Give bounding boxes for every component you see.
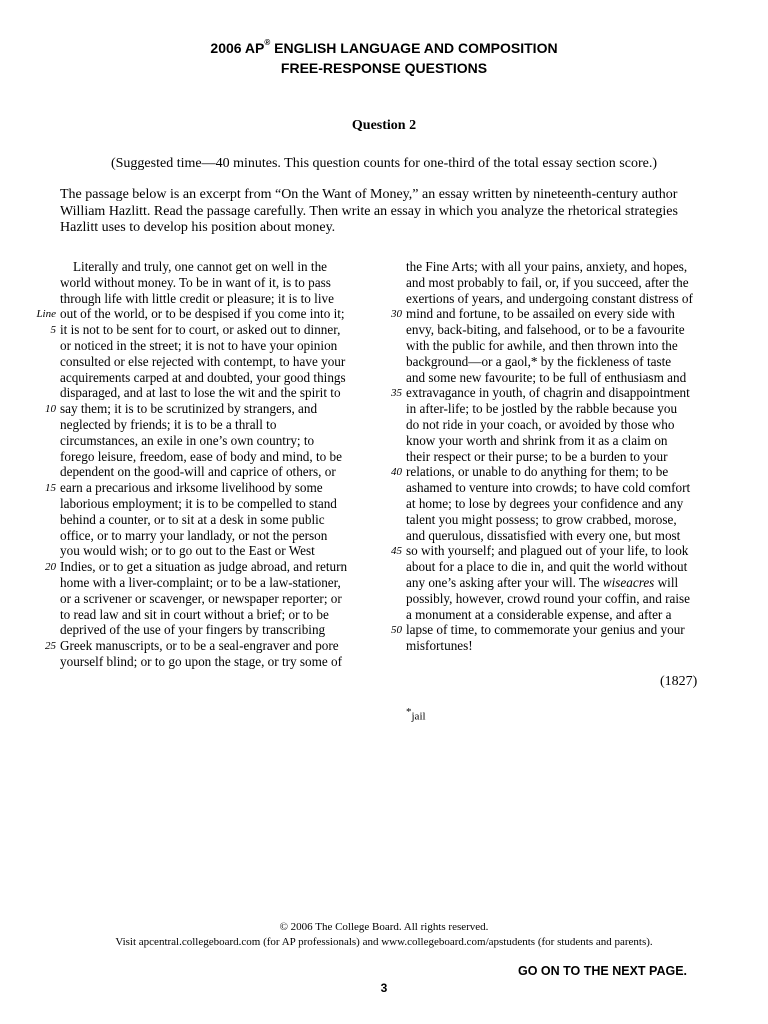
- passage-line: Indies, or to get a situation as judge abroad, and return: [60, 559, 348, 575]
- passage-line: and most probably to fail, or, if you succeed, after the: [406, 274, 689, 290]
- passage-line: say them; it is to be scrutinized by strangers, and: [60, 401, 318, 417]
- passage-line: through life with little credit or pleasure; it is to live: [60, 290, 334, 306]
- passage-column-left: [36, 259, 370, 670]
- question-number: Question 2: [351, 118, 417, 133]
- italic-word: wiseacres: [602, 574, 655, 590]
- passage-line: lapse of time, to commemorate your genius and your: [406, 622, 685, 638]
- passage-line: [406, 575, 726, 591]
- page-subtitle: FREE-RESPONSE QUESTIONS: [280, 60, 488, 76]
- prompt-line: Hazlitt uses to develop his position about money.: [60, 220, 336, 235]
- passage-line: world without money. To be in want of it, is to pass: [60, 274, 331, 290]
- copyright-notice: © 2006 The College Board. All rights reserved.: [279, 921, 489, 933]
- passage-line: forego leisure, freedom, ease of body and mind, to be: [60, 448, 342, 464]
- passage-line: do not ride in your coach, or avoided by those who: [406, 416, 675, 432]
- passage-line: or noticed in the street; it is not to have your opinion: [60, 337, 338, 353]
- registered-mark: ®: [264, 38, 271, 48]
- passage-text: will: [654, 574, 679, 590]
- suggested-time: (Suggested time—40 minutes. This question counts for one-third of the total essay section score.): [110, 156, 658, 171]
- passage-line: or a scrivener or scavenger, or newspaper reporter; or: [60, 590, 342, 606]
- footnote-text: jail: [411, 710, 426, 723]
- passage-line: to read law and sit in court without a brief; or to be: [60, 606, 329, 622]
- passage-column-right: [391, 259, 726, 654]
- passage-line: relations, or unable to do anything for them; to be: [406, 464, 669, 480]
- passage-line: mind and fortune, to be assailed on every side with: [406, 306, 675, 322]
- passage-line: talent you might possess; to grow crabbed, morose,: [406, 511, 677, 527]
- passage-line: you would wish; or to go out to the East or West: [60, 543, 315, 559]
- passage-line: office, or to marry your landlady, or not the person: [60, 527, 328, 543]
- page-title: [0, 40, 768, 56]
- line-number: 25: [45, 640, 56, 652]
- passage-line: in after-life; to be jostled by the rabble because you: [406, 401, 678, 417]
- passage-line: the Fine Arts; with all your pains, anxiety, and hopes,: [406, 259, 688, 274]
- passage-line: envy, back-biting, and falsehood, or to be a favourite: [406, 322, 685, 338]
- line-number: 15: [45, 482, 56, 494]
- passage-line: so with yourself; and plagued out of your life, to look: [406, 543, 689, 559]
- visit-notice: Visit apcentral.collegeboard.com (for AP professionals) and www.collegeboard.com/apstudents (for students and parents).: [115, 936, 653, 948]
- line-number: 10: [45, 403, 56, 415]
- passage-line: out of the world, or to be despised if you come into it;: [60, 306, 345, 322]
- line-label: Line: [36, 308, 56, 320]
- passage-line: earn a precarious and irksome livelihood by some: [60, 480, 323, 496]
- passage-line: behind a counter, or to sit at a desk in some public: [60, 511, 325, 527]
- footnote-mark: *: [406, 706, 412, 718]
- passage-line: about for a place to die in, and quit the world without: [406, 559, 688, 575]
- passage-line: neglected by friends; it is to be a thrall to: [60, 416, 277, 432]
- passage-line: consulted or else rejected with contempt, to have your: [60, 353, 346, 369]
- passage-year: (1827): [660, 674, 698, 689]
- passage-line: at home; to lose by degrees your confidence and any: [406, 495, 684, 511]
- go-on-notice: GO ON TO THE NEXT PAGE.: [518, 964, 688, 978]
- prompt-line: William Hazlitt. Read the passage carefully. Then write an essay in which you analyze the rhetorical strategies: [60, 203, 678, 219]
- passage-line: possibly, however, crowd round your coffin, and raise: [406, 590, 691, 606]
- passage-line: misfortunes!: [406, 638, 473, 654]
- passage-line: Literally and truly, one cannot get on well in the: [73, 259, 328, 274]
- passage-line: ashamed to venture into crowds; to have cold comfort: [406, 480, 691, 496]
- passage-line: yourself blind; or to go upon the stage, or try some of: [60, 653, 343, 669]
- passage-line: their respect or their purse; to be a burden to your: [406, 448, 668, 464]
- line-number: 35: [391, 387, 402, 399]
- passage-line: acquirements carped at and doubted, your good things: [60, 369, 346, 385]
- line-number: 30: [391, 308, 402, 320]
- passage-text: any one’s asking after your will. The: [406, 574, 603, 590]
- title-rest: ENGLISH LANGUAGE AND COMPOSITION: [270, 40, 558, 56]
- passage-line: background—or a gaol,* by the fickleness of taste: [406, 353, 672, 369]
- title-year: 2006 AP: [210, 40, 265, 56]
- passage-line: laborious employment; it is to be compelled to stand: [60, 495, 337, 511]
- passage-line: and some new favourite; to be full of enthusiasm and: [406, 369, 687, 385]
- prompt-line: The passage below is an excerpt from “On the Want of Money,” an essay written by nineteenth-century author: [60, 187, 678, 202]
- line-number: 50: [391, 624, 402, 636]
- passage-line: and querulous, dissatisfied with every one, but most: [406, 527, 681, 543]
- passage-line: exertions of years, and undergoing constant distress of: [406, 290, 693, 306]
- passage-line: a monument at a considerable expense, and after a: [406, 606, 672, 622]
- passage-line: it is not to be sent for to court, or asked out to dinner,: [60, 322, 341, 338]
- footnote: [406, 706, 426, 723]
- passage-line: disparaged, and at last to lose the wit and the spirit to: [60, 385, 341, 401]
- passage-line: home with a liver-complaint; or to be a law-stationer,: [60, 574, 341, 590]
- line-number: 20: [45, 561, 56, 573]
- passage-line: Greek manuscripts, or to be a seal-engraver and pore: [60, 638, 339, 654]
- passage-line: circumstances, an exile in one’s own country; to: [60, 432, 315, 448]
- passage-line: extravagance in youth, of chagrin and disappointment: [406, 385, 690, 401]
- passage-line: with the public for awhile, and then thrown into the: [406, 337, 678, 353]
- question-prompt: [60, 187, 720, 237]
- passage-line: deprived of the use of your fingers by transcribing: [60, 622, 326, 638]
- line-number: 40: [391, 466, 402, 478]
- line-number: 45: [391, 545, 402, 557]
- passage-line: dependent on the good-will and caprice of others, or: [60, 464, 336, 480]
- passage-line: know your worth and shrink from it as a claim on: [406, 432, 668, 448]
- line-number: 5: [50, 324, 56, 336]
- page-number: 3: [380, 981, 388, 995]
